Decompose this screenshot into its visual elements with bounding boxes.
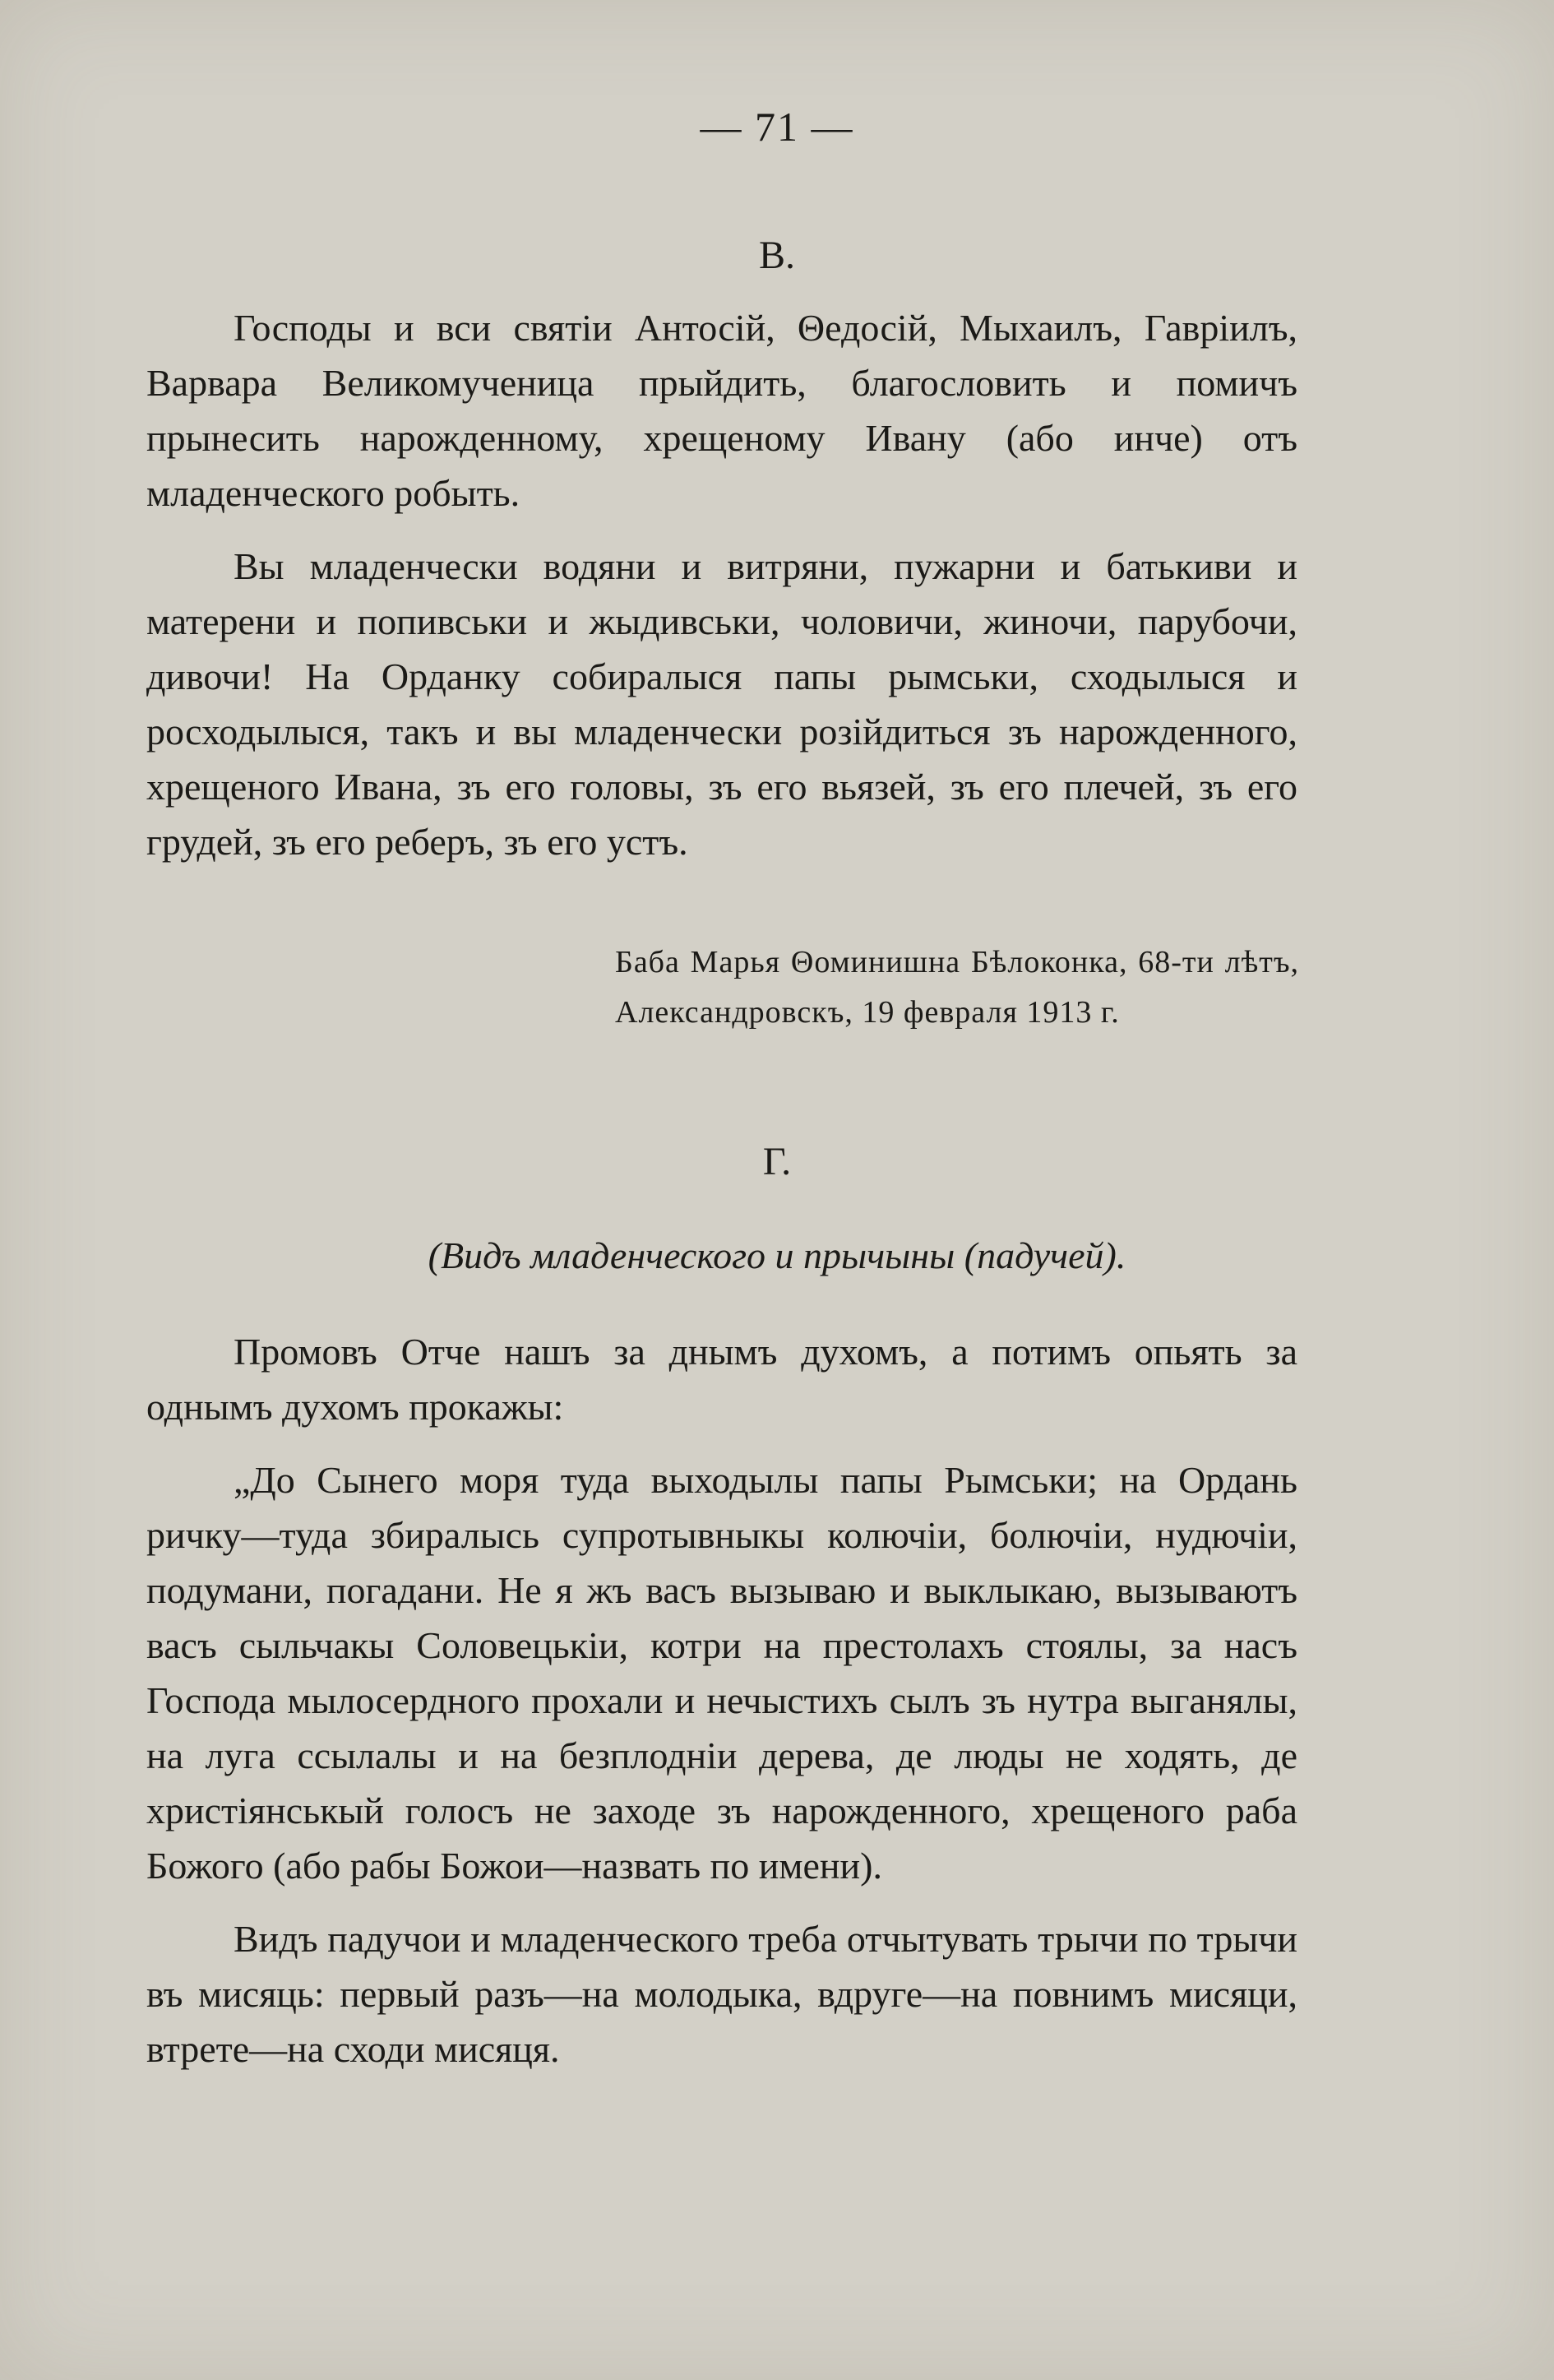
paragraph: „До Сынего моря туда выходылы папы Рымськи; на Ордань ричку—туда збиралысь супротывныкы колючіи, болючіи, нудючіи, подумани, погадани. Не я жъ васъ вызываю и выклыкаю, вызываютъ васъ сыльчакы Соловецькіи, котри на престолахъ стоялы, за насъ Господа мылосердного прохали и нечыстихъ сылъ зъ нутра выганялы, на луга ссылалы и на безплодніи дерева, де люды не ходять, де христіянськый голосъ не заходе зъ нарожденного, хрещеного раба Божого (або рабы Божои—назвать по имени). [146, 1459, 1297, 1887]
paragraph: Видъ падучои и младенческого треба отчытувать трычи по трычи въ мисяць: первый разъ—на молодыка, вдруге—на повнимъ мисяци, втрете—на сходи мисяця. [146, 1918, 1297, 2070]
paragraph: Вы младенчески водяни и витряни, пужарни и батькиви и матерени и попивськи и жыдивськи, чоловичи, жиночи, парубочи, дивочи! На Орданку собиралыся папы рымськи, сходылыся и росходылыся, такъ и вы младенчески розійдиться зъ нарожденного, хрещеного Ивана, зъ его головы, зъ его вьязей, зъ его плечей, зъ его грудей, зъ его реберъ, зъ его устъ. [146, 545, 1297, 863]
section-heading-v: В. [758, 234, 795, 277]
attribution: Баба Марья Θоминишна Бѣлоконка, 68-ти лѣтъ, Александровскъ, 19 февраля 1913 г. [615, 945, 1299, 1030]
section-subtitle: (Видъ младенческого и прычыны (падучей). [428, 1234, 1126, 1276]
section-v-body [146, 300, 1297, 887]
page-number: — 71 — [700, 104, 854, 150]
paragraph: Промовъ Отче нашъ за днымъ духомъ, а потимъ опьять за однымъ духомъ прокажы: [146, 1331, 1297, 1428]
section-heading-g: Г. [762, 1140, 792, 1183]
paragraph: Господы и вси святіи Антосій, Θедосій, Мыхаилъ, Гавріилъ, Варвара Великомученица прыйдить, благословить и помичъ прынесить нарожденному, хрещеному Ивану (або инче) отъ младенческого робыть. [146, 307, 1297, 514]
section-g-body [146, 1324, 1297, 2095]
